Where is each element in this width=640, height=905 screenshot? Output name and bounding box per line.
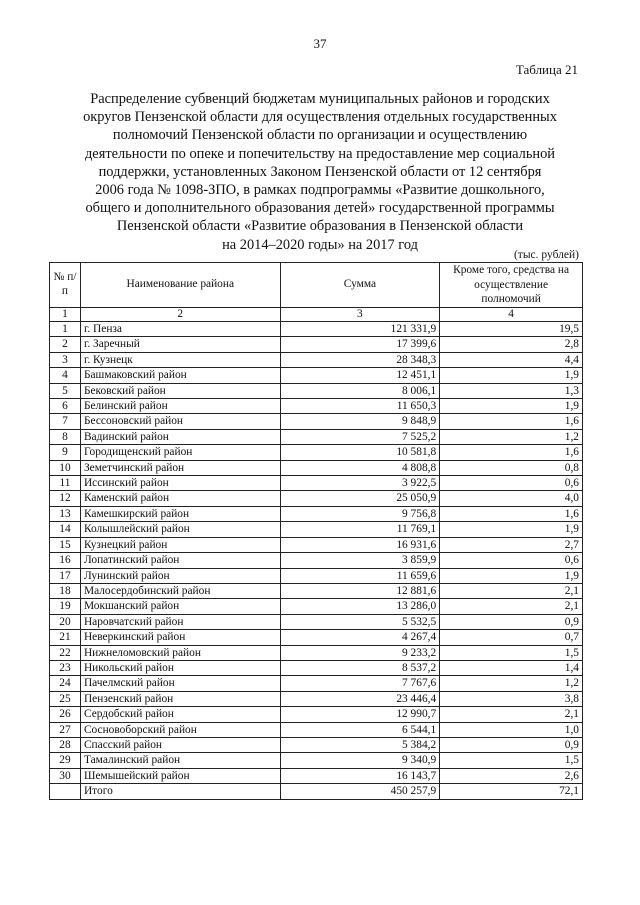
- row-number: 21: [50, 630, 81, 645]
- sum-value: 28 348,3: [280, 352, 440, 367]
- district-name: Лопатинский район: [80, 553, 280, 568]
- sum-value: 8 537,2: [280, 660, 440, 675]
- row-number: 12: [50, 491, 81, 506]
- sum-value: 16 931,6: [280, 537, 440, 552]
- table-row: [50, 352, 583, 367]
- row-number: 13: [50, 506, 81, 521]
- sum-value: 5 532,5: [280, 614, 440, 629]
- row-number: 5: [50, 383, 81, 398]
- district-name: Нижнеломовский район: [80, 645, 280, 660]
- table-row: [50, 568, 583, 583]
- row-number: 26: [50, 707, 81, 722]
- extra-value: 4,4: [440, 352, 583, 367]
- district-name: Тамалинский район: [80, 753, 280, 768]
- row-number: 29: [50, 753, 81, 768]
- sum-value: 11 650,3: [280, 399, 440, 414]
- table-row: [50, 429, 583, 444]
- sum-value: 11 769,1: [280, 522, 440, 537]
- table-row: [50, 676, 583, 691]
- index-cell: 3: [280, 308, 440, 322]
- sum-value: 13 286,0: [280, 599, 440, 614]
- title-line: поддержки, установленных Законом Пензенской области от 12 сентября: [98, 163, 542, 180]
- district-name: Неверкинский район: [80, 630, 280, 645]
- table-row: [50, 445, 583, 460]
- sum-value: 4 808,8: [280, 460, 440, 475]
- sum-value: 450 257,9: [280, 784, 440, 799]
- extra-value: 1,9: [440, 399, 583, 414]
- extra-value: 1,9: [440, 568, 583, 583]
- extra-value: 1,9: [440, 368, 583, 383]
- district-name: Башмаковский район: [80, 368, 280, 383]
- table-row: [50, 460, 583, 475]
- column-index-row: [50, 308, 583, 322]
- table-row: [50, 737, 583, 752]
- extra-value: 3,8: [440, 691, 583, 706]
- row-number: 2: [50, 337, 81, 352]
- extra-value: 0,9: [440, 614, 583, 629]
- title-line: округов Пензенской области для осуществления отдельных государственных: [83, 109, 557, 126]
- table-row: [50, 491, 583, 506]
- table-row: [50, 399, 583, 414]
- units-note: (тыс. рублей): [513, 249, 579, 261]
- row-number: 8: [50, 429, 81, 444]
- extra-value: 1,6: [440, 506, 583, 521]
- extra-value: 72,1: [440, 784, 583, 799]
- extra-value: 2,6: [440, 768, 583, 783]
- table-row: [50, 476, 583, 491]
- row-number: 6: [50, 399, 81, 414]
- table-row: [50, 368, 583, 383]
- extra-value: 2,8: [440, 337, 583, 352]
- table-row: [50, 337, 583, 352]
- table-row: [50, 414, 583, 429]
- row-number: 25: [50, 691, 81, 706]
- district-name: Вадинский район: [80, 429, 280, 444]
- sum-value: 12 990,7: [280, 707, 440, 722]
- row-number: 28: [50, 737, 81, 752]
- district-name: г. Заречный: [80, 337, 280, 352]
- sum-value: 6 544,1: [280, 722, 440, 737]
- table-row: [50, 383, 583, 398]
- sum-value: 9 340,9: [280, 753, 440, 768]
- row-number: 24: [50, 676, 81, 691]
- district-name: Камешкирский район: [80, 506, 280, 521]
- extra-value: 1,9: [440, 522, 583, 537]
- sum-value: 121 331,9: [280, 322, 440, 337]
- district-name: Кузнецкий район: [80, 537, 280, 552]
- sum-value: 10 581,8: [280, 445, 440, 460]
- district-name: Иссинский район: [80, 476, 280, 491]
- sum-value: 16 143,7: [280, 768, 440, 783]
- row-number: 20: [50, 614, 81, 629]
- row-number: 14: [50, 522, 81, 537]
- extra-value: 1,0: [440, 722, 583, 737]
- extra-value: 0,7: [440, 630, 583, 645]
- extra-value: 1,2: [440, 429, 583, 444]
- district-name: г. Кузнецк: [80, 352, 280, 367]
- extra-value: 1,6: [440, 414, 583, 429]
- table-row: [50, 722, 583, 737]
- district-name: Пензенский район: [80, 691, 280, 706]
- row-number: 18: [50, 583, 81, 598]
- district-name: Бековский район: [80, 383, 280, 398]
- extra-value: 1,4: [440, 660, 583, 675]
- row-number: 4: [50, 368, 81, 383]
- district-name: Каменский район: [80, 491, 280, 506]
- index-cell: 1: [50, 308, 81, 322]
- district-name: Наровчатский район: [80, 614, 280, 629]
- table-row: [50, 537, 583, 552]
- sum-value: 5 384,2: [280, 737, 440, 752]
- district-name: Никольский район: [80, 660, 280, 675]
- title-line: на 2014–2020 годы» на 2017 год: [222, 236, 418, 253]
- extra-value: 1,5: [440, 753, 583, 768]
- extra-value: 0,9: [440, 737, 583, 752]
- table-row: [50, 645, 583, 660]
- row-number: 7: [50, 414, 81, 429]
- title-line: Распределение субвенций бюджетам муниципальных районов и городских: [90, 91, 550, 107]
- document-title: [60, 90, 580, 254]
- row-number: 22: [50, 645, 81, 660]
- district-name: Сосновоборский район: [80, 722, 280, 737]
- district-name: Сердобский район: [80, 707, 280, 722]
- title-line: полномочий Пензенской области по организации и осуществлению: [112, 127, 528, 144]
- sum-value: 9 756,8: [280, 506, 440, 521]
- table-row: [50, 614, 583, 629]
- table-label: Таблица 21: [515, 62, 578, 77]
- sum-value: 12 451,1: [280, 368, 440, 383]
- table-row: [50, 784, 583, 799]
- sum-value: 7 767,6: [280, 676, 440, 691]
- header-num: № п/п: [50, 263, 81, 308]
- sum-value: 4 267,4: [280, 630, 440, 645]
- sum-value: 8 006,1: [280, 383, 440, 398]
- sum-value: 7 525,2: [280, 429, 440, 444]
- district-name: Спасский район: [80, 737, 280, 752]
- index-cell: 2: [80, 308, 280, 322]
- row-number: 16: [50, 553, 81, 568]
- row-number: 19: [50, 599, 81, 614]
- row-number: 9: [50, 445, 81, 460]
- row-number: 1: [50, 322, 81, 337]
- district-name: Городищенский район: [80, 445, 280, 460]
- row-number: [50, 784, 81, 799]
- table-header-row: [50, 263, 583, 308]
- extra-value: 1,3: [440, 383, 583, 398]
- title-line: Пензенской области «Развитие образования в Пензенской области: [116, 218, 524, 235]
- sum-value: 9 848,9: [280, 414, 440, 429]
- district-name: Итого: [80, 784, 280, 799]
- extra-value: 2,1: [440, 707, 583, 722]
- district-name: Белинский район: [80, 399, 280, 414]
- sum-value: 11 659,6: [280, 568, 440, 583]
- extra-value: 19,5: [440, 322, 583, 337]
- extra-value: 1,5: [440, 645, 583, 660]
- table-row: [50, 753, 583, 768]
- row-number: 30: [50, 768, 81, 783]
- row-number: 27: [50, 722, 81, 737]
- row-number: 23: [50, 660, 81, 675]
- table-row: [50, 322, 583, 337]
- sum-value: 23 446,4: [280, 691, 440, 706]
- district-name: Малосердобинский район: [80, 583, 280, 598]
- subvention-table: [49, 262, 583, 800]
- table-row: [50, 707, 583, 722]
- title-line: 2006 года № 1098-ЗПО, в рамках подпрограммы «Развитие дошкольного,: [95, 182, 545, 199]
- header-extra: Кроме того, средства на осуществление полномочий: [440, 263, 583, 308]
- sum-value: 9 233,2: [280, 645, 440, 660]
- header-sum: Сумма: [280, 263, 440, 308]
- title-line: общего и дополнительного образования детей» государственной программы: [85, 200, 555, 217]
- district-name: Шемышейский район: [80, 768, 280, 783]
- row-number: 3: [50, 352, 81, 367]
- district-name: Лунинский район: [80, 568, 280, 583]
- extra-value: 1,2: [440, 676, 583, 691]
- table-row: [50, 660, 583, 675]
- table-row: [50, 522, 583, 537]
- district-name: Колышлейский район: [80, 522, 280, 537]
- extra-value: 0,6: [440, 553, 583, 568]
- extra-value: 0,6: [440, 476, 583, 491]
- title-line: деятельности по опеке и попечительству на предоставление мер социальной: [84, 145, 555, 162]
- sum-value: 25 050,9: [280, 491, 440, 506]
- sum-value: 17 399,6: [280, 337, 440, 352]
- header-name: Наименование района: [80, 263, 280, 308]
- table-row: [50, 768, 583, 783]
- table-row: [50, 553, 583, 568]
- extra-value: 2,1: [440, 583, 583, 598]
- extra-value: 4,0: [440, 491, 583, 506]
- sum-value: 3 922,5: [280, 476, 440, 491]
- table-body: [50, 308, 583, 800]
- sum-value: 3 859,9: [280, 553, 440, 568]
- extra-value: 2,1: [440, 599, 583, 614]
- table-row: [50, 583, 583, 598]
- extra-value: 1,6: [440, 445, 583, 460]
- row-number: 15: [50, 537, 81, 552]
- district-name: Земетчинский район: [80, 460, 280, 475]
- extra-value: 2,7: [440, 537, 583, 552]
- table-row: [50, 599, 583, 614]
- district-name: г. Пенза: [80, 322, 280, 337]
- sum-value: 12 881,6: [280, 583, 440, 598]
- table-row: [50, 630, 583, 645]
- row-number: 11: [50, 476, 81, 491]
- row-number: 10: [50, 460, 81, 475]
- index-cell: 4: [440, 308, 583, 322]
- table-row: [50, 506, 583, 521]
- district-name: Пачелмский район: [80, 676, 280, 691]
- page-number: 37: [313, 36, 327, 51]
- table-row: [50, 691, 583, 706]
- row-number: 17: [50, 568, 81, 583]
- district-name: Бессоновский район: [80, 414, 280, 429]
- extra-value: 0,8: [440, 460, 583, 475]
- district-name: Мокшанский район: [80, 599, 280, 614]
